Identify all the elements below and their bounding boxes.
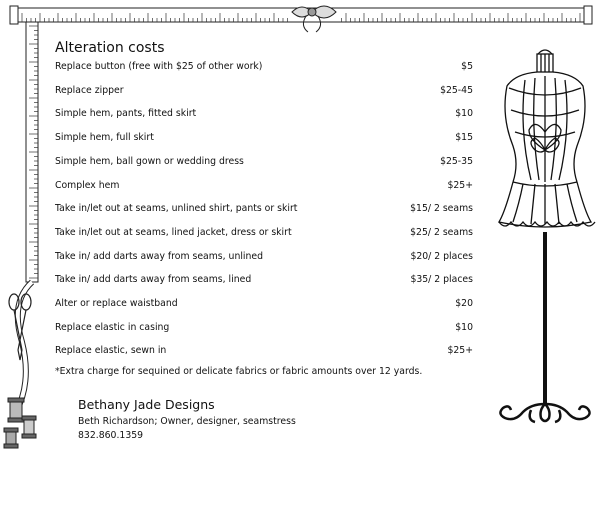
service-price: $10: [455, 108, 473, 120]
service-price: $20/ 2 places: [410, 250, 473, 262]
price-row: [55, 201, 473, 217]
price-row: [55, 249, 473, 265]
service-name: Replace elastic, sewn in: [55, 345, 167, 357]
price-row: [55, 296, 473, 312]
price-row: [55, 343, 473, 359]
service-name: Replace zipper: [55, 84, 124, 96]
tape-measure-top-illustration: [0, 0, 600, 40]
service-price: $35/ 2 places: [410, 274, 473, 286]
price-row: [55, 320, 473, 336]
service-price: $15: [455, 132, 473, 144]
price-row: [55, 83, 473, 99]
service-name: Complex hem: [55, 179, 120, 191]
service-price: $25+: [447, 179, 473, 191]
service-name: Simple hem, full skirt: [55, 132, 154, 144]
price-row: [55, 178, 473, 194]
service-price: $25+: [447, 345, 473, 357]
service-name: Take in/ add darts away from seams, unlined: [55, 250, 264, 262]
service-name: Replace elastic in casing: [55, 321, 170, 333]
service-price: $25-45: [440, 84, 473, 96]
thread-spool-icon: [4, 398, 36, 448]
service-price: $25/ 2 seams: [410, 226, 473, 238]
service-name: Take in/ add darts away from seams, lined: [55, 274, 252, 286]
price-row: [55, 225, 473, 241]
service-name: Simple hem, pants, fitted skirt: [55, 108, 197, 120]
phone-number: 832.860.1359: [78, 430, 144, 441]
service-price: $10: [455, 321, 473, 333]
service-name: Simple hem, ball gown or wedding dress: [55, 155, 244, 167]
service-price: $5: [461, 61, 473, 72]
service-price: $25-35: [440, 155, 473, 167]
service-price: $20: [455, 298, 473, 309]
owner-line: Beth Richardson; Owner, designer, seamstress: [78, 416, 296, 427]
tape-measure-left-illustration: [0, 0, 50, 460]
service-name: Alter or replace waistband: [55, 298, 178, 309]
service-name: Take in/let out at seams, lined jacket, dress or skirt: [55, 226, 292, 238]
service-name: Take in/let out at seams, unlined shirt, pants or skirt: [55, 203, 298, 215]
business-name: Bethany Jade Designs: [78, 397, 215, 412]
service-price: $15/ 2 seams: [410, 203, 473, 215]
price-row: [55, 272, 473, 288]
dress-form-illustration: [495, 40, 595, 440]
page-title: Alteration costs: [55, 40, 165, 56]
price-row: [55, 106, 473, 122]
service-name: Replace button (free with $25 of other work): [55, 61, 263, 72]
price-row: [55, 130, 473, 146]
price-row: [55, 59, 473, 75]
extra-charge-note: *Extra charge for sequined or delicate fabrics or fabric amounts over 12 yards.: [55, 366, 423, 377]
price-row: [55, 154, 473, 170]
